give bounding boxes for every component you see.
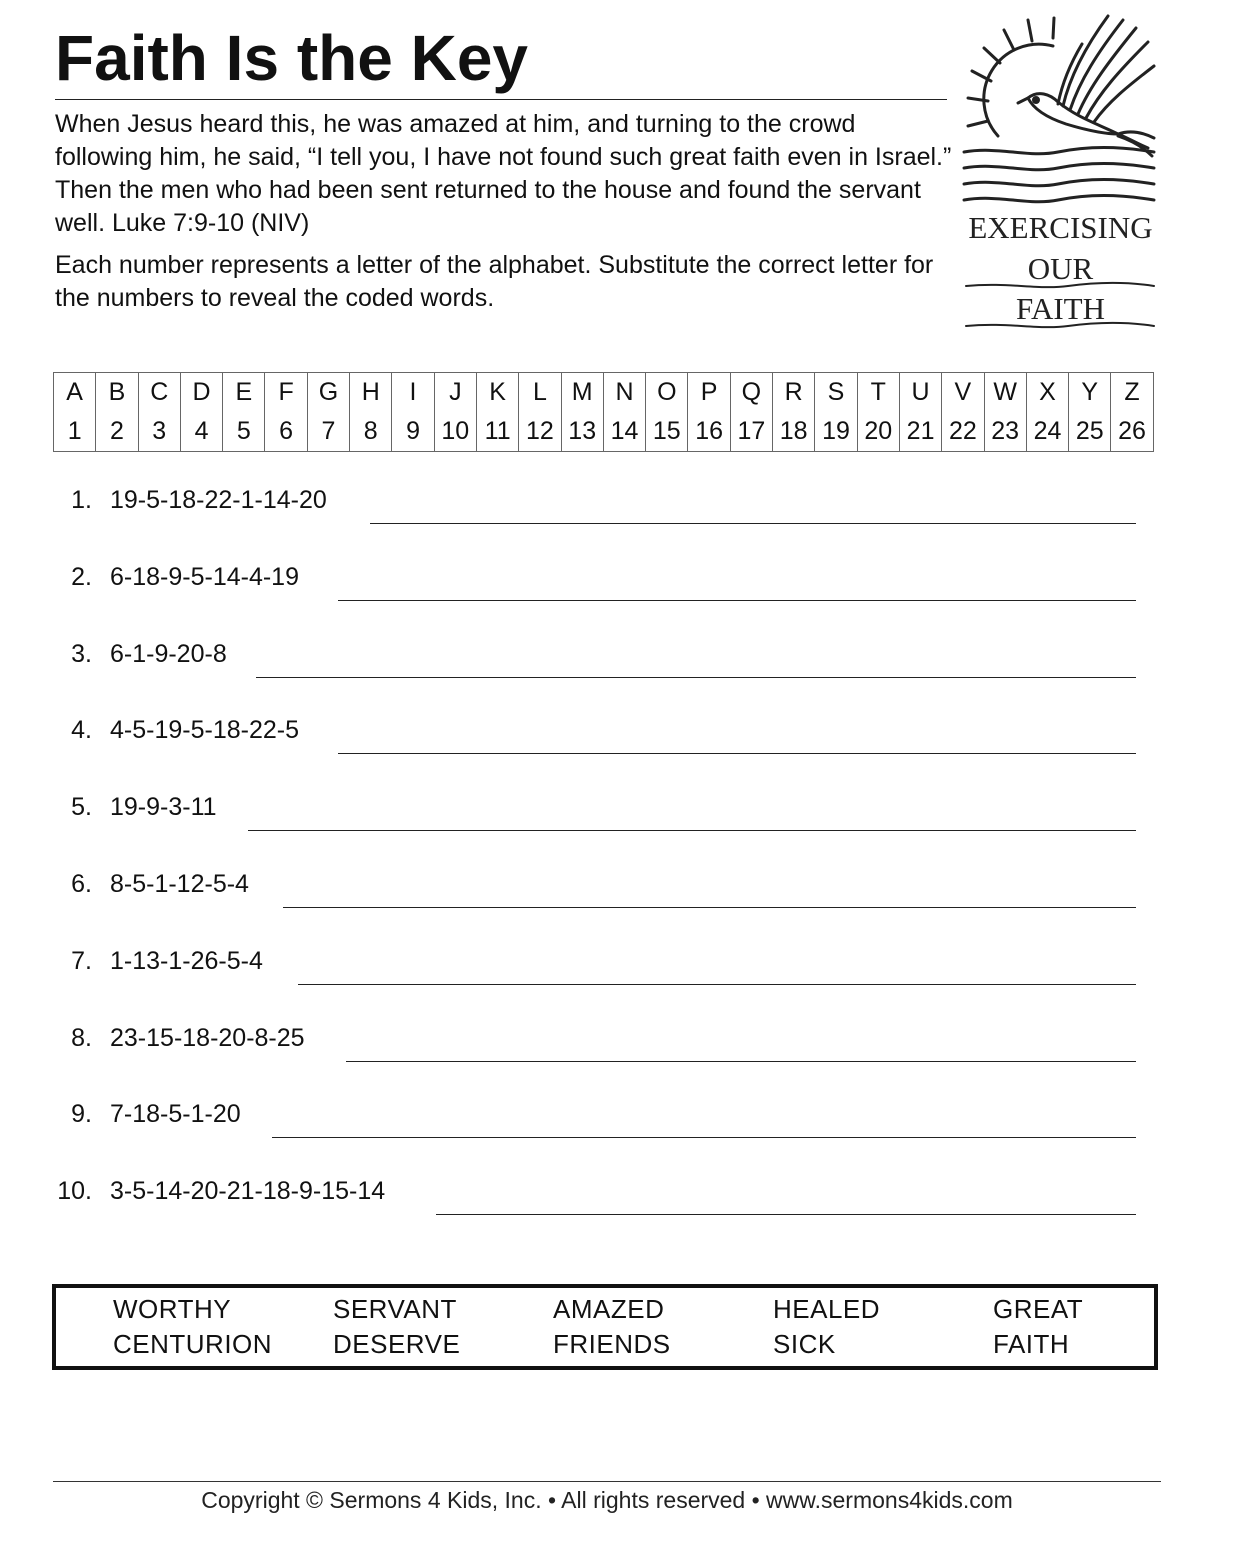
cipher-letter: M	[561, 373, 603, 412]
item-number: 7.	[71, 946, 92, 975]
coded-number-sequence: 23-15-18-20-8-25	[110, 1023, 305, 1052]
cipher-letter: V	[942, 373, 984, 412]
answer-line[interactable]	[256, 677, 1136, 678]
cipher-number: 10	[434, 411, 476, 452]
cipher-number: 22	[942, 411, 984, 452]
cipher-letter: K	[476, 373, 518, 412]
cipher-number: 4	[180, 411, 222, 452]
answer-line[interactable]	[298, 984, 1136, 985]
cipher-number: 24	[1026, 411, 1068, 452]
logo-line-3: FAITH	[1016, 291, 1105, 326]
cipher-letter: O	[646, 373, 688, 412]
cipher-number: 20	[857, 411, 899, 452]
coded-word-item	[0, 563, 1237, 603]
coded-word-item	[0, 640, 1237, 680]
word-bank-entry: GREAT	[993, 1294, 1084, 1324]
cipher-letter: L	[519, 373, 561, 412]
coded-number-sequence: 8-5-1-12-5-4	[110, 870, 249, 898]
cipher-letter: T	[857, 373, 899, 412]
cipher-letter: D	[180, 373, 222, 412]
cipher-letter: H	[350, 373, 392, 412]
answer-line[interactable]	[346, 1061, 1136, 1062]
cipher-number: 5	[223, 411, 265, 452]
cipher-letter: Y	[1069, 373, 1111, 412]
cipher-numbers-row	[54, 411, 1154, 452]
cipher-number: 16	[688, 411, 730, 452]
cipher-letters-row	[54, 373, 1154, 412]
cipher-number: 19	[815, 411, 857, 452]
coded-word-item	[0, 486, 1237, 526]
footer-divider	[53, 1481, 1161, 1482]
coded-word-item	[0, 793, 1237, 833]
coded-number-sequence: 19-9-3-11	[110, 793, 217, 822]
item-number: 9.	[71, 1100, 92, 1129]
cipher-number: 3	[138, 411, 180, 452]
cipher-number: 2	[96, 411, 138, 452]
item-number: 3.	[71, 639, 92, 668]
coded-word-item	[0, 1177, 1237, 1217]
cipher-letter: N	[603, 373, 645, 412]
word-bank-entry: SICK	[773, 1329, 836, 1359]
coded-word-item	[0, 1100, 1237, 1140]
cipher-letter: J	[434, 373, 476, 412]
coded-word-item	[0, 947, 1237, 987]
instructions: Each number represents a letter of the alphabet. Substitute the correct letter for the numbers to reveal the coded words.	[55, 251, 934, 312]
scripture-passage: When Jesus heard this, he was amazed at him, and turning to the crowd following him, he said, “I tell you, I have not found such great faith even in Israel.” Then the men who had been sent returned to the house and found the servant well. Luke 7:9-10 (NIV)	[55, 110, 952, 237]
cipher-letter: X	[1026, 373, 1068, 412]
answer-line[interactable]	[370, 523, 1136, 524]
cipher-number: 18	[773, 411, 815, 452]
word-bank-entry: SERVANT	[333, 1294, 457, 1324]
coded-number-sequence: 1-13-1-26-5-4	[110, 946, 263, 975]
word-bank-entry: HEALED	[773, 1294, 881, 1324]
cipher-letter: Q	[730, 373, 772, 412]
word-bank-entry: DESERVE	[333, 1329, 461, 1359]
word-bank-entry: FRIENDS	[553, 1329, 671, 1359]
item-number: 8.	[71, 1023, 92, 1052]
cipher-number: 8	[350, 411, 392, 452]
cipher-number: 26	[1111, 411, 1153, 452]
coded-word-item	[0, 716, 1237, 756]
cipher-letter: S	[815, 373, 857, 412]
cipher-number: 23	[984, 411, 1026, 452]
cipher-letter: Z	[1111, 373, 1153, 412]
cipher-letter: G	[307, 373, 349, 412]
item-number: 6.	[71, 870, 92, 898]
answer-line[interactable]	[338, 753, 1136, 754]
cipher-letter: W	[984, 373, 1026, 412]
cipher-number: 14	[603, 411, 645, 452]
coded-number-sequence: 6-18-9-5-14-4-19	[110, 562, 299, 591]
word-bank-entry: WORTHY	[113, 1294, 232, 1324]
answer-line[interactable]	[283, 907, 1136, 908]
copyright-footer: Copyright © Sermons 4 Kids, Inc. • All rights reserved • www.sermons4kids.com	[201, 1487, 1013, 1513]
cipher-letter: R	[773, 373, 815, 412]
coded-word-item	[0, 1024, 1237, 1064]
cipher-letter: E	[223, 373, 265, 412]
coded-word-item	[0, 870, 1237, 910]
cipher-letter: U	[899, 373, 941, 412]
coded-number-sequence: 3-5-14-20-21-18-9-15-14	[110, 1177, 386, 1206]
cipher-number: 1	[54, 411, 96, 452]
item-number: 1.	[71, 486, 92, 514]
cipher-key-table	[53, 372, 1154, 452]
word-bank-entry: CENTURION	[113, 1329, 273, 1359]
coded-number-sequence: 7-18-5-1-20	[110, 1100, 241, 1129]
coded-number-sequence: 4-5-19-5-18-22-5	[110, 716, 299, 745]
item-number: 5.	[71, 793, 92, 822]
cipher-letter: P	[688, 373, 730, 412]
answer-line[interactable]	[436, 1214, 1136, 1215]
answer-line[interactable]	[248, 830, 1136, 831]
cipher-number: 6	[265, 411, 307, 452]
cipher-letter: C	[138, 373, 180, 412]
cipher-number: 7	[307, 411, 349, 452]
cipher-letter: F	[265, 373, 307, 412]
logo-line-1: EXERCISING	[968, 210, 1153, 245]
item-number: 4.	[71, 716, 92, 745]
cipher-number: 15	[646, 411, 688, 452]
title-divider	[55, 99, 947, 100]
cipher-number: 9	[392, 411, 434, 452]
item-number: 10.	[57, 1177, 92, 1206]
word-bank	[52, 1284, 1158, 1370]
cipher-number: 11	[476, 411, 518, 452]
coded-number-sequence: 19-5-18-22-1-14-20	[110, 486, 327, 514]
word-bank-entry: AMAZED	[553, 1294, 665, 1324]
cipher-number: 13	[561, 411, 603, 452]
cipher-number: 21	[899, 411, 941, 452]
cipher-number: 25	[1069, 411, 1111, 452]
cipher-letter: A	[54, 373, 96, 412]
cipher-letter: I	[392, 373, 434, 412]
page-title: Faith Is the Key	[55, 22, 528, 94]
word-bank-entry: FAITH	[993, 1329, 1070, 1359]
exercising-our-faith-logo	[958, 6, 1163, 336]
cipher-number: 12	[519, 411, 561, 452]
cipher-number: 17	[730, 411, 772, 452]
cipher-letter: B	[96, 373, 138, 412]
coded-number-sequence: 6-1-9-20-8	[110, 639, 227, 668]
logo-line-2: OUR	[1027, 251, 1094, 286]
answer-line[interactable]	[338, 600, 1136, 601]
item-number: 2.	[71, 562, 92, 591]
answer-line[interactable]	[272, 1137, 1136, 1138]
